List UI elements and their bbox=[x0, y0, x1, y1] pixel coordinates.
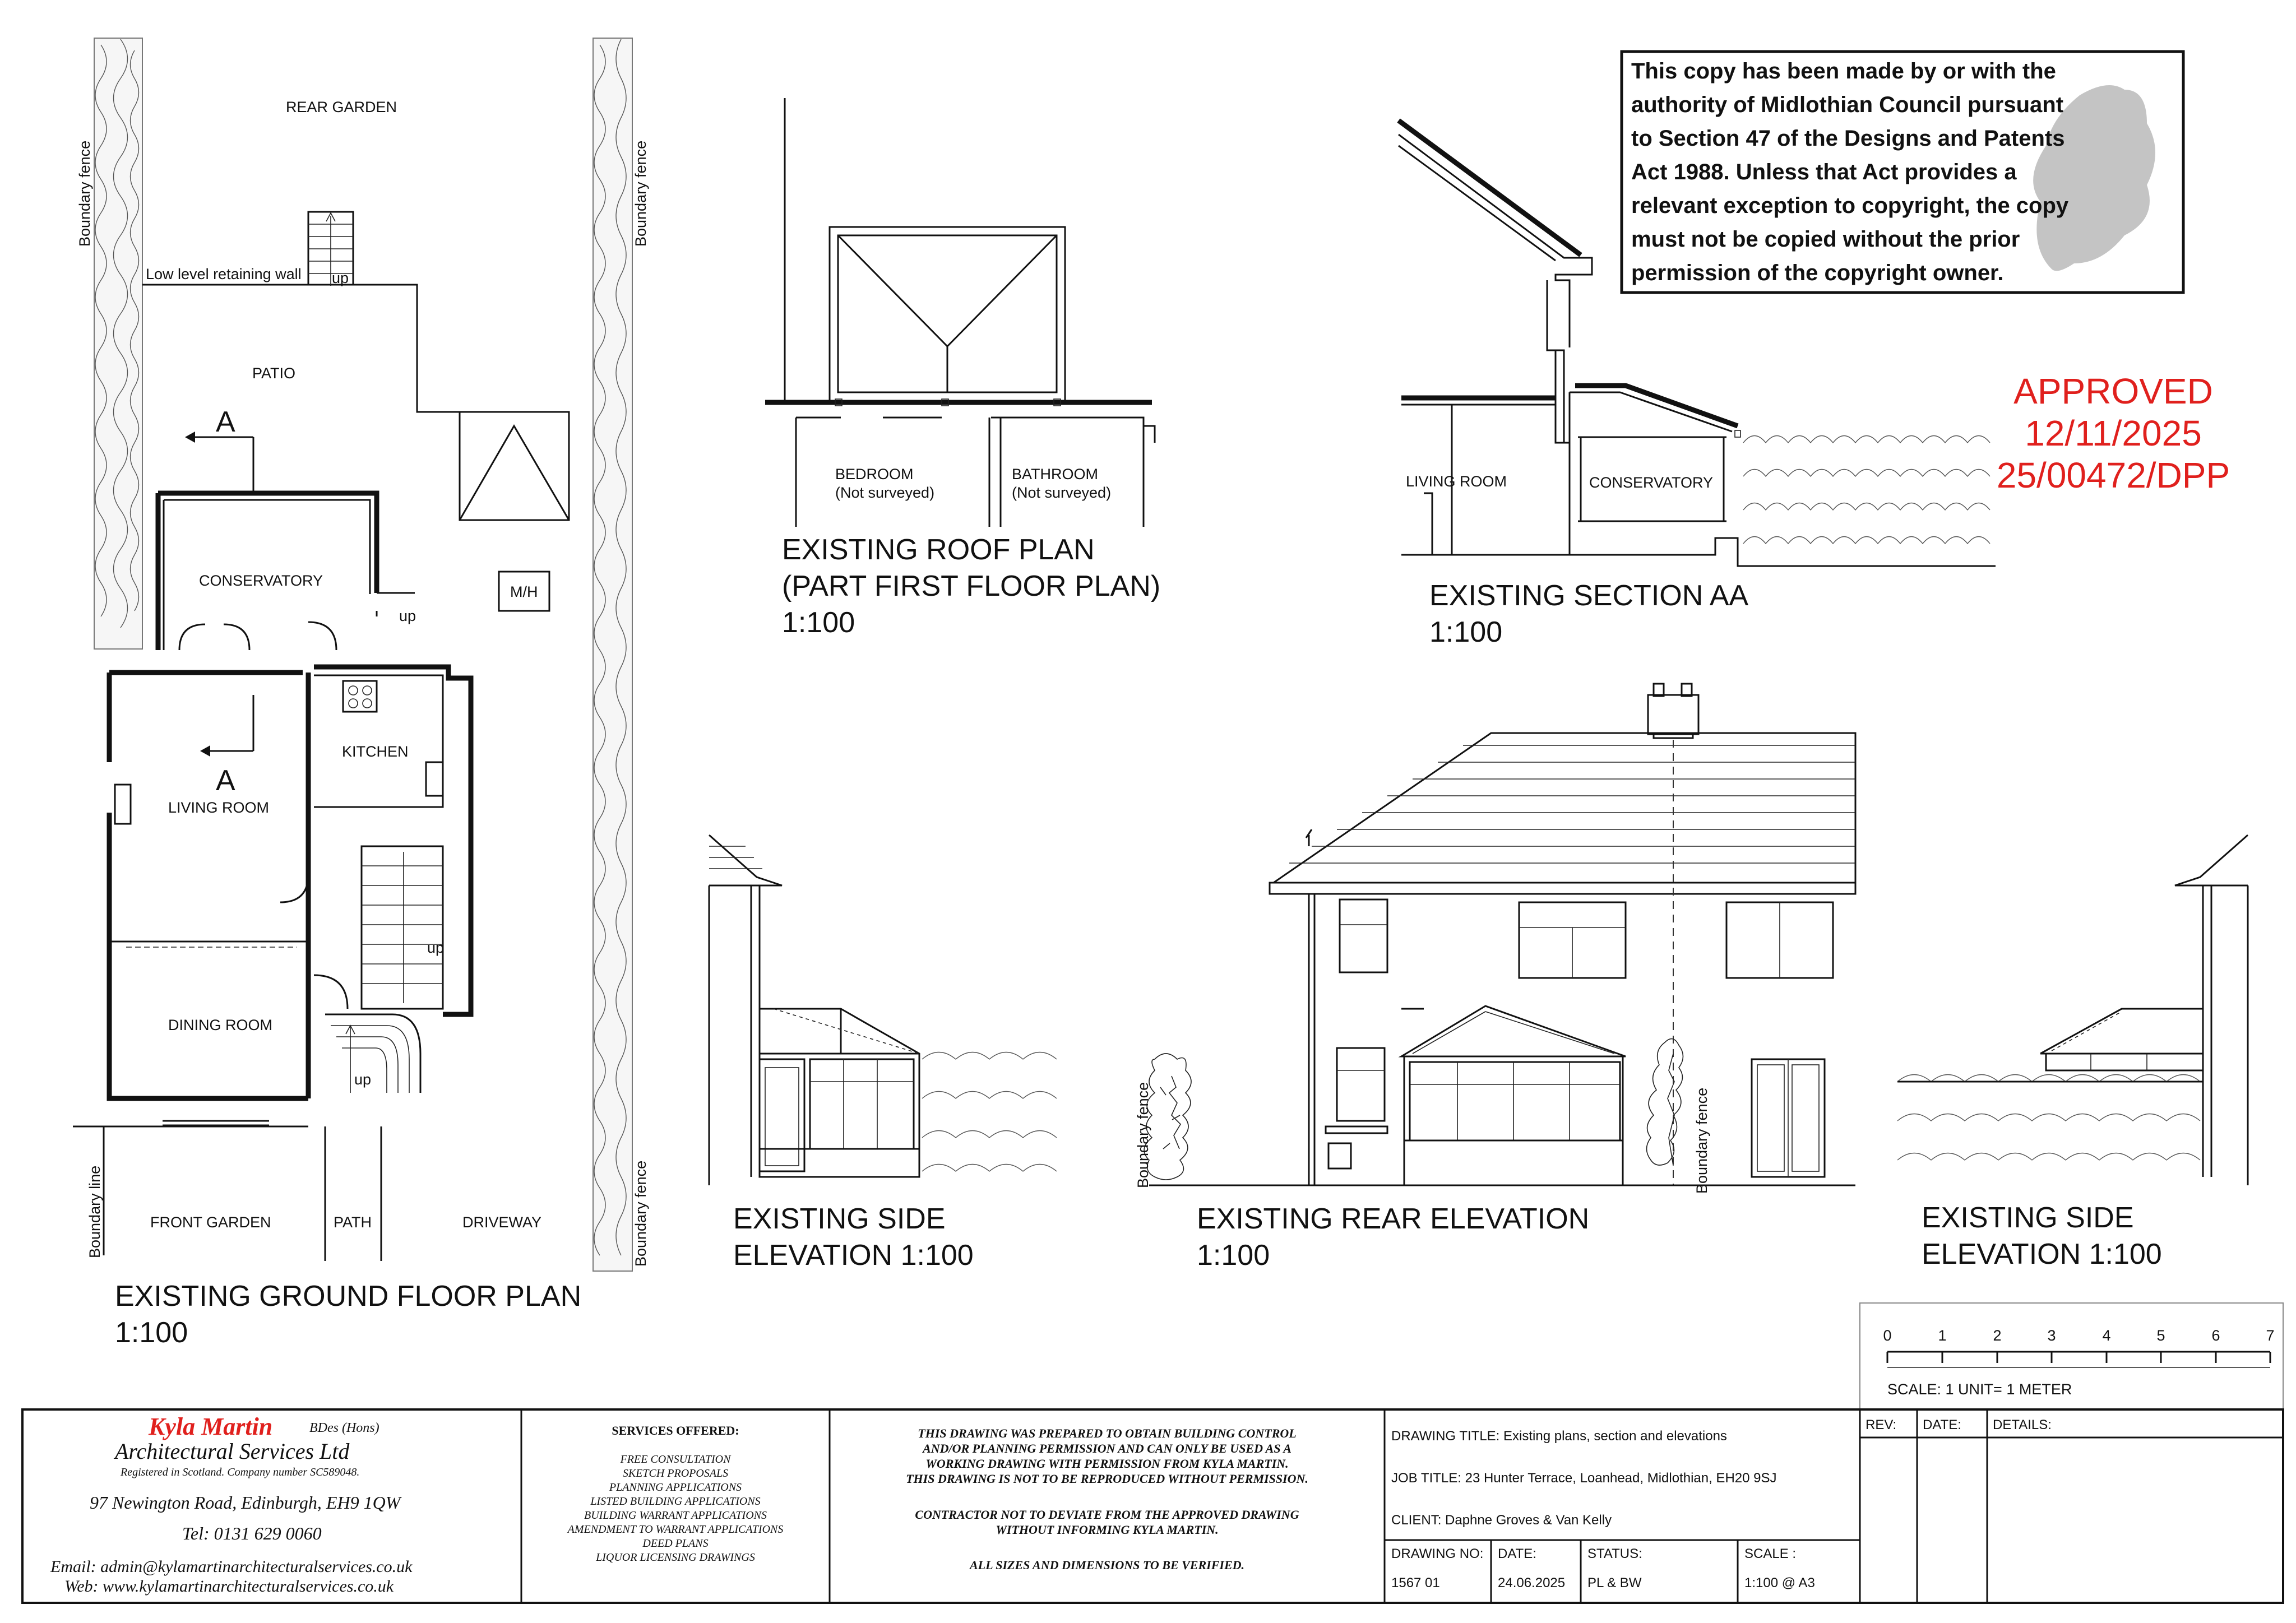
approval-date: 12/11/2025 bbox=[2025, 413, 2202, 453]
scale-tick-3: 3 bbox=[2047, 1327, 2056, 1344]
section-conservatory-label: CONSERVATORY bbox=[1589, 474, 1714, 491]
job-title: JOB TITLE: 23 Hunter Terrace, Loanhead, Midlothian, EH20 9SJ bbox=[1391, 1471, 1777, 1486]
services-heading: SERVICES OFFERED: bbox=[612, 1423, 739, 1437]
contractor-line-1: CONTRACTOR NOT TO DEVIATE FROM THE APPROVED DRAWING bbox=[915, 1508, 1299, 1522]
path-label: PATH bbox=[334, 1214, 372, 1231]
company-line2: Architectural Services Ltd bbox=[115, 1439, 350, 1464]
service-item: DEED PLANS bbox=[642, 1537, 709, 1550]
copyright-line-7: permission of the copyright owner. bbox=[1631, 261, 2004, 285]
patio-label: PATIO bbox=[252, 365, 296, 382]
service-item: PLANNING APPLICATIONS bbox=[609, 1481, 742, 1494]
roof-plan-title-line2: (PART FIRST FLOOR PLAN) bbox=[782, 570, 1161, 602]
status-label: STATUS: bbox=[1587, 1546, 1642, 1561]
contractor-line-2: WITHOUT INFORMING KYLA MARTIN. bbox=[996, 1523, 1219, 1537]
company-email: Email: admin@kylamartinarchitecturalservices.co.uk bbox=[50, 1557, 413, 1576]
copyright-line-1: This copy has been made by or with the bbox=[1631, 59, 2056, 84]
living-room-label: LIVING ROOM bbox=[168, 799, 270, 816]
section-mark-bottom: A bbox=[216, 764, 235, 797]
title-block bbox=[22, 1409, 2283, 1603]
copyright-line-5: relevant exception to copyright, the copy bbox=[1631, 193, 2069, 218]
plan-conservatory-label: CONSERVATORY bbox=[199, 572, 323, 589]
right-shrub bbox=[1647, 1039, 1683, 1165]
notice-line-4: THIS DRAWING IS NOT TO BE REPRODUCED WITHOUT PERMISSION. bbox=[906, 1472, 1308, 1486]
roof-plan bbox=[765, 98, 1160, 639]
boundary-line-label: Boundary line bbox=[86, 1165, 103, 1258]
bathroom-label: BATHROOM bbox=[1012, 466, 1098, 483]
front-steps bbox=[325, 1014, 420, 1093]
scale-label: SCALE : bbox=[1744, 1546, 1797, 1561]
company-logo bbox=[113, 1413, 379, 1478]
scale-tick-2: 2 bbox=[1993, 1327, 2002, 1344]
ground-floor-plan bbox=[73, 38, 649, 1349]
copyright-line-2: authority of Midlothian Council pursuant bbox=[1631, 92, 2064, 117]
left-side-elevation-title-line1: EXISTING SIDE bbox=[733, 1203, 946, 1235]
up-label-front: up bbox=[354, 1071, 372, 1088]
rear-elevation bbox=[1135, 684, 1855, 1272]
client-name: CLIENT: Daphne Groves & Van Kelly bbox=[1391, 1513, 1612, 1528]
company-address: 97 Newington Road, Edinburgh, EH9 1QW bbox=[90, 1492, 401, 1513]
service-item: AMENDMENT TO WARRANT APPLICATIONS bbox=[567, 1523, 784, 1536]
notice-line-1: THIS DRAWING WAS PREPARED TO OBTAIN BUILDING CONTROL bbox=[918, 1426, 1297, 1440]
up-label-stairs: up bbox=[427, 939, 445, 956]
left-boundary-fence-label: Boundary fence bbox=[76, 140, 93, 247]
company-web: Web: www.kylamartinarchitecturalservices.co.uk bbox=[64, 1577, 394, 1596]
right-side-elevation-title-line1: EXISTING SIDE bbox=[1922, 1202, 2134, 1234]
service-item: FREE CONSULTATION bbox=[620, 1453, 731, 1466]
section-marker-a bbox=[185, 432, 253, 757]
house-walls bbox=[109, 667, 471, 1125]
service-item: BUILDING WARRANT APPLICATIONS bbox=[584, 1509, 767, 1522]
bin-store bbox=[460, 412, 569, 520]
scale-tick-5: 5 bbox=[2156, 1327, 2165, 1344]
scale-bar-label: SCALE: 1 UNIT= 1 METER bbox=[1887, 1381, 2072, 1398]
ground-plan-scale: 1:100 bbox=[115, 1316, 188, 1349]
right-boundary-fence-label-top: Boundary fence bbox=[632, 140, 649, 247]
drawing-scale: 1:100 @ A3 bbox=[1744, 1575, 1815, 1590]
section-scale: 1:100 bbox=[1429, 616, 1503, 648]
roof-plan-title-line1: EXISTING ROOF PLAN bbox=[782, 534, 1095, 566]
scale-tick-7: 7 bbox=[2266, 1327, 2275, 1344]
right-boundary-fence-label-bottom: Boundary fence bbox=[632, 1160, 649, 1267]
copyright-line-4: Act 1988. Unless that Act provides a bbox=[1631, 160, 2017, 184]
right-side-elevation bbox=[1897, 835, 2248, 1270]
drawing-no: 1567 01 bbox=[1391, 1575, 1440, 1590]
left-side-elevation-title-line2: ELEVATION 1:100 bbox=[733, 1239, 974, 1272]
section-living-room-label: LIVING ROOM bbox=[1406, 473, 1507, 490]
rear-elevation-title-line2: 1:100 bbox=[1197, 1239, 1270, 1272]
roof-plan-scale: 1:100 bbox=[782, 606, 855, 639]
drawing-status: PL & BW bbox=[1587, 1575, 1642, 1590]
rear-garden-label: REAR GARDEN bbox=[286, 99, 397, 115]
front-garden-label: FRONT GARDEN bbox=[150, 1214, 271, 1231]
driveway-label: DRIVEWAY bbox=[462, 1214, 542, 1231]
notice-line-2: AND/OR PLANNING PERMISSION AND CAN ONLY BE USED AS A bbox=[923, 1441, 1292, 1455]
service-item: LISTED BUILDING APPLICATIONS bbox=[590, 1495, 761, 1508]
notice-line-3: WORKING DRAWING WITH PERMISSION FROM KYLA MARTIN. bbox=[925, 1457, 1289, 1471]
copyright-notice bbox=[1622, 52, 2183, 293]
rev-date-label: DATE: bbox=[1923, 1417, 1961, 1432]
rear-elevation-title-line1: EXISTING REAR ELEVATION bbox=[1197, 1203, 1590, 1235]
copyright-line-6: must not be copied without the prior bbox=[1631, 227, 2020, 252]
service-item: LIQUOR LICENSING DRAWINGS bbox=[596, 1551, 755, 1564]
section-mark-top: A bbox=[216, 406, 235, 438]
approval-status: APPROVED bbox=[2013, 371, 2213, 411]
left-side-elevation bbox=[709, 835, 1057, 1272]
company-name: Kyla Martin bbox=[149, 1413, 273, 1440]
company-qualification: BDes (Hons) bbox=[309, 1421, 379, 1435]
rear-elevation-left-boundary-label: Boundary fence bbox=[1135, 1082, 1151, 1188]
bedroom-note: (Not surveyed) bbox=[835, 484, 935, 501]
right-boundary-hedge bbox=[593, 38, 632, 1271]
drawing-title: DRAWING TITLE: Existing plans, section and elevations bbox=[1391, 1429, 1727, 1444]
scale-tick-6: 6 bbox=[2211, 1327, 2220, 1344]
left-boundary-hedge bbox=[94, 38, 142, 649]
date-label: DATE: bbox=[1498, 1546, 1536, 1561]
bathroom-note: (Not surveyed) bbox=[1012, 484, 1112, 501]
copyright-line-3: to Section 47 of the Designs and Patents bbox=[1631, 126, 2065, 151]
manhole-label: M/H bbox=[510, 583, 538, 600]
retaining-wall-label: Low level retaining wall bbox=[146, 266, 302, 282]
approval-stamp bbox=[1997, 371, 2230, 495]
ground-plan-title: EXISTING GROUND FLOOR PLAN bbox=[115, 1280, 582, 1313]
drawing-date: 24.06.2025 bbox=[1498, 1575, 1566, 1590]
company-tel: Tel: 0131 629 0060 bbox=[182, 1523, 322, 1543]
drawing-no-label: DRAWING NO: bbox=[1391, 1546, 1484, 1561]
kitchen-label: KITCHEN bbox=[342, 743, 409, 760]
right-side-elevation-title-line2: ELEVATION 1:100 bbox=[1922, 1238, 2162, 1270]
verify-note: ALL SIZES AND DIMENSIONS TO BE VERIFIED. bbox=[969, 1558, 1245, 1572]
up-label-conservatory: up bbox=[399, 608, 416, 624]
rev-details-label: DETAILS: bbox=[1993, 1417, 2052, 1432]
dining-room-label: DINING ROOM bbox=[168, 1017, 272, 1033]
retaining-wall-outline bbox=[142, 285, 569, 520]
approval-reference: 25/00472/DPP bbox=[1996, 455, 2230, 495]
bedroom-label: BEDROOM bbox=[835, 466, 914, 483]
company-registration: Registered in Scotland. Company number SC589048. bbox=[121, 1466, 360, 1478]
scale-tick-0: 0 bbox=[1883, 1327, 1892, 1344]
rev-label: REV: bbox=[1866, 1417, 1897, 1432]
service-item: SKETCH PROPOSALS bbox=[622, 1467, 729, 1480]
plan-conservatory bbox=[158, 493, 415, 650]
section-title: EXISTING SECTION AA bbox=[1429, 579, 1749, 612]
up-label-steps: up bbox=[332, 270, 349, 286]
scale-tick-1: 1 bbox=[1938, 1327, 1947, 1344]
scale-tick-4: 4 bbox=[2102, 1327, 2111, 1344]
scale-bar bbox=[1860, 1303, 2283, 1409]
rear-elevation-right-boundary-label: Boundary fence bbox=[1693, 1087, 1710, 1194]
